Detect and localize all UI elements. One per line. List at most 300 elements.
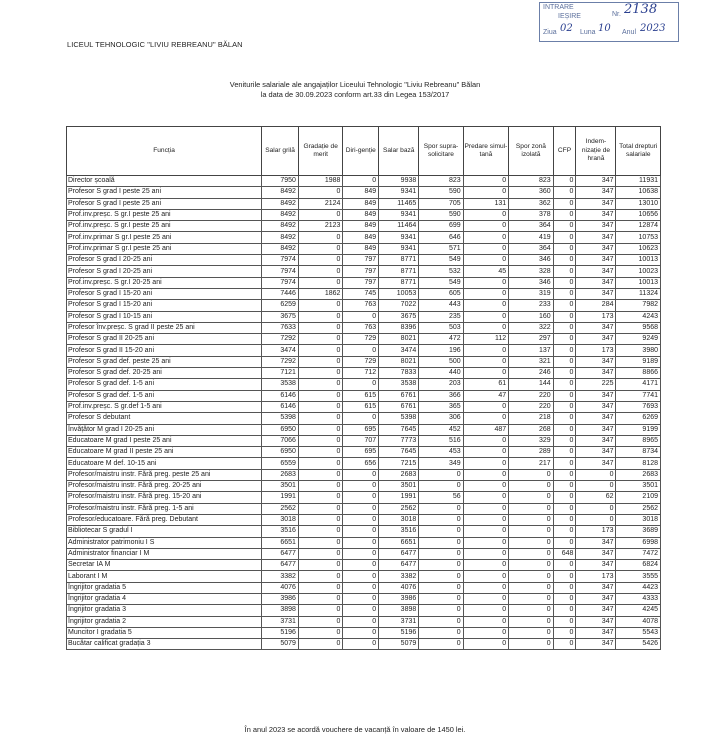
value-cell: 695 <box>343 447 379 458</box>
table-row <box>67 232 661 243</box>
value-cell: 0 <box>509 571 553 582</box>
value-cell: 173 <box>576 571 616 582</box>
value-cell: 6269 <box>616 413 661 424</box>
value-cell: 349 <box>419 458 463 469</box>
value-cell: 0 <box>419 514 463 525</box>
value-cell: 0 <box>419 537 463 548</box>
value-cell: 8866 <box>616 368 661 379</box>
table-row <box>67 413 661 424</box>
value-cell: 0 <box>553 435 576 446</box>
value-cell: 0 <box>298 435 342 446</box>
value-cell: 173 <box>576 311 616 322</box>
value-cell: 347 <box>576 277 616 288</box>
value-cell: 347 <box>576 266 616 277</box>
column-header: Salar grilă <box>262 127 299 176</box>
value-cell: 2683 <box>262 469 299 480</box>
value-cell: 10638 <box>616 187 661 198</box>
value-cell: 646 <box>419 232 463 243</box>
value-cell: 7693 <box>616 401 661 412</box>
value-cell: 500 <box>419 356 463 367</box>
value-cell: 7741 <box>616 390 661 401</box>
value-cell: 0 <box>553 481 576 492</box>
value-cell: 849 <box>343 243 379 254</box>
value-cell: 0 <box>343 548 379 559</box>
function-cell: Îngrijitor gradatia 4 <box>67 593 262 604</box>
value-cell: 0 <box>463 288 509 299</box>
value-cell: 0 <box>463 560 509 571</box>
function-cell: Profesor înv.preșc. S grad II peste 25 ani <box>67 322 262 333</box>
value-cell: 347 <box>576 401 616 412</box>
value-cell: 0 <box>343 413 379 424</box>
value-cell: 0 <box>509 492 553 503</box>
value-cell: 763 <box>343 300 379 311</box>
value-cell: 203 <box>419 379 463 390</box>
table-body <box>67 176 661 650</box>
table-row <box>67 548 661 559</box>
value-cell: 10053 <box>379 288 419 299</box>
function-cell: Îngrijitor gradatia 5 <box>67 582 262 593</box>
value-cell: 763 <box>343 322 379 333</box>
value-cell: 615 <box>343 401 379 412</box>
value-cell: 347 <box>576 334 616 345</box>
column-header: Spor zonă izolată <box>509 127 553 176</box>
value-cell: 0 <box>553 255 576 266</box>
function-cell: Profesor S grad II 15-20 ani <box>67 345 262 356</box>
value-cell: 3675 <box>262 311 299 322</box>
value-cell: 6477 <box>262 560 299 571</box>
value-cell: 440 <box>419 368 463 379</box>
value-cell: 9189 <box>616 356 661 367</box>
value-cell: 220 <box>509 401 553 412</box>
stamp-iesire-label: IEȘIRE <box>558 13 581 20</box>
value-cell: 0 <box>419 469 463 480</box>
value-cell: 0 <box>298 582 342 593</box>
value-cell: 13010 <box>616 198 661 209</box>
value-cell: 0 <box>343 503 379 514</box>
table-row <box>67 469 661 480</box>
value-cell: 0 <box>298 255 342 266</box>
value-cell: 9249 <box>616 334 661 345</box>
value-cell: 11931 <box>616 176 661 187</box>
value-cell: 0 <box>463 593 509 604</box>
column-header: Funcția <box>67 127 262 176</box>
value-cell: 3474 <box>262 345 299 356</box>
table-row <box>67 334 661 345</box>
value-cell: 849 <box>343 232 379 243</box>
value-cell: 0 <box>343 379 379 390</box>
value-cell: 0 <box>463 627 509 638</box>
function-cell: Prof.inv.preșc. S gr.def 1-5 ani <box>67 401 262 412</box>
value-cell: 7974 <box>262 255 299 266</box>
value-cell: 712 <box>343 368 379 379</box>
value-cell: 10013 <box>616 277 661 288</box>
function-cell: Îngrijitor gradatia 3 <box>67 605 262 616</box>
value-cell: 0 <box>419 616 463 627</box>
value-cell: 366 <box>419 390 463 401</box>
value-cell: 0 <box>553 537 576 548</box>
value-cell: 56 <box>419 492 463 503</box>
value-cell: 0 <box>553 243 576 254</box>
value-cell: 289 <box>509 447 553 458</box>
value-cell: 0 <box>298 401 342 412</box>
value-cell: 3731 <box>262 616 299 627</box>
value-cell: 0 <box>298 232 342 243</box>
value-cell: 0 <box>463 221 509 232</box>
value-cell: 160 <box>509 311 553 322</box>
value-cell: 5079 <box>379 639 419 650</box>
value-cell: 8965 <box>616 435 661 446</box>
table-row <box>67 198 661 209</box>
value-cell: 0 <box>463 243 509 254</box>
value-cell: 8492 <box>262 221 299 232</box>
value-cell: 8734 <box>616 447 661 458</box>
value-cell: 0 <box>298 266 342 277</box>
value-cell: 328 <box>509 266 553 277</box>
value-cell: 0 <box>553 492 576 503</box>
value-cell: 0 <box>463 582 509 593</box>
value-cell: 0 <box>553 232 576 243</box>
value-cell: 8771 <box>379 255 419 266</box>
value-cell: 0 <box>553 526 576 537</box>
value-cell: 6477 <box>379 548 419 559</box>
value-cell: 0 <box>553 209 576 220</box>
column-header: Total drepturi salariale <box>616 127 661 176</box>
function-cell: Profesor S grad I 10-15 ani <box>67 311 262 322</box>
value-cell: 347 <box>576 435 616 446</box>
value-cell: 347 <box>576 390 616 401</box>
value-cell: 8492 <box>262 198 299 209</box>
value-cell: 297 <box>509 334 553 345</box>
value-cell: 3382 <box>379 571 419 582</box>
value-cell: 3555 <box>616 571 661 582</box>
table-row <box>67 593 661 604</box>
value-cell: 3986 <box>379 593 419 604</box>
table-row <box>67 627 661 638</box>
table-row <box>67 605 661 616</box>
table-row <box>67 526 661 537</box>
value-cell: 0 <box>463 537 509 548</box>
value-cell: 419 <box>509 232 553 243</box>
value-cell: 347 <box>576 176 616 187</box>
function-cell: Administrator patrimoniu I S <box>67 537 262 548</box>
value-cell: 0 <box>509 593 553 604</box>
value-cell: 347 <box>576 198 616 209</box>
value-cell: 0 <box>463 639 509 650</box>
value-cell: 823 <box>509 176 553 187</box>
value-cell: 0 <box>553 514 576 525</box>
value-cell: 112 <box>463 334 509 345</box>
value-cell: 233 <box>509 300 553 311</box>
value-cell: 347 <box>576 537 616 548</box>
value-cell: 7472 <box>616 548 661 559</box>
value-cell: 0 <box>298 345 342 356</box>
value-cell: 0 <box>553 311 576 322</box>
value-cell: 699 <box>419 221 463 232</box>
value-cell: 0 <box>463 356 509 367</box>
value-cell: 0 <box>463 401 509 412</box>
value-cell: 9341 <box>379 232 419 243</box>
value-cell: 0 <box>298 334 342 345</box>
function-cell: Bibliotecar S gradul I <box>67 526 262 537</box>
function-cell: Profesor S grad I peste 25 ani <box>67 198 262 209</box>
value-cell: 10656 <box>616 209 661 220</box>
value-cell: 0 <box>343 514 379 525</box>
value-cell: 0 <box>509 627 553 638</box>
value-cell: 347 <box>576 593 616 604</box>
value-cell: 347 <box>576 413 616 424</box>
footer-note: În anul 2023 se acordă vouchere de vacanță în valoare de 1450 lei. <box>244 725 466 734</box>
value-cell: 0 <box>343 345 379 356</box>
value-cell: 347 <box>576 639 616 650</box>
value-cell: 0 <box>509 526 553 537</box>
table-row <box>67 560 661 571</box>
value-cell: 8492 <box>262 187 299 198</box>
value-cell: 8492 <box>262 243 299 254</box>
value-cell: 217 <box>509 458 553 469</box>
value-cell: 4243 <box>616 311 661 322</box>
value-cell: 0 <box>298 447 342 458</box>
value-cell: 0 <box>463 571 509 582</box>
value-cell: 0 <box>419 481 463 492</box>
value-cell: 12874 <box>616 221 661 232</box>
value-cell: 7645 <box>379 447 419 458</box>
value-cell: 364 <box>509 221 553 232</box>
value-cell: 0 <box>298 379 342 390</box>
value-cell: 0 <box>298 560 342 571</box>
table-row <box>67 300 661 311</box>
value-cell: 347 <box>576 209 616 220</box>
value-cell: 7974 <box>262 277 299 288</box>
table-row <box>67 458 661 469</box>
value-cell: 3018 <box>379 514 419 525</box>
value-cell: 0 <box>298 311 342 322</box>
function-cell: Profesor S debutant <box>67 413 262 424</box>
value-cell: 0 <box>553 176 576 187</box>
column-header: Spor supra-solicitare <box>419 127 463 176</box>
function-cell: Profesor S grad def. 1-5 ani <box>67 379 262 390</box>
value-cell: 7982 <box>616 300 661 311</box>
table-row <box>67 582 661 593</box>
value-cell: 347 <box>576 221 616 232</box>
value-cell: 6824 <box>616 560 661 571</box>
function-cell: Educatoare M grad II peste 25 ani <box>67 447 262 458</box>
value-cell: 0 <box>298 593 342 604</box>
value-cell: 2109 <box>616 492 661 503</box>
value-cell: 0 <box>419 503 463 514</box>
value-cell: 0 <box>298 548 342 559</box>
value-cell: 487 <box>463 424 509 435</box>
function-cell: Prof.inv.preșc. S gr.I peste 25 ani <box>67 209 262 220</box>
value-cell: 47 <box>463 390 509 401</box>
value-cell: 571 <box>419 243 463 254</box>
stamp-anul-label: Anul <box>622 29 637 36</box>
value-cell: 729 <box>343 356 379 367</box>
value-cell: 347 <box>576 356 616 367</box>
value-cell: 144 <box>509 379 553 390</box>
value-cell: 0 <box>463 368 509 379</box>
value-cell: 9341 <box>379 243 419 254</box>
value-cell: 0 <box>463 209 509 220</box>
value-cell: 0 <box>553 334 576 345</box>
table-row <box>67 447 661 458</box>
table-row <box>67 503 661 514</box>
value-cell: 11465 <box>379 198 419 209</box>
value-cell: 0 <box>419 627 463 638</box>
value-cell: 347 <box>576 322 616 333</box>
table-row <box>67 481 661 492</box>
value-cell: 8396 <box>379 322 419 333</box>
value-cell: 235 <box>419 311 463 322</box>
value-cell: 322 <box>509 322 553 333</box>
value-cell: 5196 <box>379 627 419 638</box>
value-cell: 0 <box>419 639 463 650</box>
value-cell: 0 <box>553 627 576 638</box>
value-cell: 8128 <box>616 458 661 469</box>
value-cell: 2124 <box>298 198 342 209</box>
value-cell: 0 <box>298 300 342 311</box>
value-cell: 849 <box>343 187 379 198</box>
value-cell: 648 <box>553 548 576 559</box>
table-row <box>67 639 661 650</box>
table-row <box>67 277 661 288</box>
value-cell: 7446 <box>262 288 299 299</box>
value-cell: 0 <box>298 503 342 514</box>
function-cell: Profesor S grad def. peste 25 ani <box>67 356 262 367</box>
value-cell: 2683 <box>379 469 419 480</box>
value-cell: 0 <box>298 368 342 379</box>
value-cell: 173 <box>576 345 616 356</box>
value-cell: 0 <box>298 537 342 548</box>
value-cell: 9341 <box>379 187 419 198</box>
value-cell: 362 <box>509 198 553 209</box>
value-cell: 3898 <box>262 605 299 616</box>
value-cell: 5543 <box>616 627 661 638</box>
value-cell: 225 <box>576 379 616 390</box>
table-row <box>67 266 661 277</box>
value-cell: 0 <box>298 514 342 525</box>
function-cell: Profesor S grad def. 1-5 ani <box>67 390 262 401</box>
value-cell: 7292 <box>262 356 299 367</box>
value-cell: 0 <box>553 368 576 379</box>
value-cell: 0 <box>298 277 342 288</box>
stamp-nr-label: Nr. <box>612 11 621 18</box>
table-row <box>67 571 661 582</box>
table-row <box>67 255 661 266</box>
value-cell: 321 <box>509 356 553 367</box>
value-cell: 3018 <box>262 514 299 525</box>
value-cell: 0 <box>298 187 342 198</box>
value-cell: 0 <box>553 300 576 311</box>
function-cell: Profesor/maistru instr. Fără preg. 15-20 ani <box>67 492 262 503</box>
value-cell: 0 <box>343 639 379 650</box>
value-cell: 0 <box>553 571 576 582</box>
value-cell: 549 <box>419 255 463 266</box>
column-header: Diri-genție <box>343 127 379 176</box>
function-cell: Îngrijitor gradatia 2 <box>67 616 262 627</box>
value-cell: 0 <box>553 582 576 593</box>
value-cell: 0 <box>553 605 576 616</box>
value-cell: 0 <box>553 322 576 333</box>
value-cell: 0 <box>463 311 509 322</box>
value-cell: 3980 <box>616 345 661 356</box>
value-cell: 6259 <box>262 300 299 311</box>
value-cell: 0 <box>419 560 463 571</box>
value-cell: 6477 <box>379 560 419 571</box>
table-row <box>67 288 661 299</box>
value-cell: 0 <box>298 322 342 333</box>
value-cell: 0 <box>419 605 463 616</box>
function-cell: Profesor S grad I 20-25 ani <box>67 255 262 266</box>
value-cell: 7215 <box>379 458 419 469</box>
value-cell: 0 <box>553 356 576 367</box>
value-cell: 590 <box>419 209 463 220</box>
document-title-line-2: la data de 30.09.2023 conform art.33 din Legea 153/2017 <box>260 90 450 99</box>
table-row <box>67 492 661 503</box>
value-cell: 452 <box>419 424 463 435</box>
value-cell: 3675 <box>379 311 419 322</box>
value-cell: 62 <box>576 492 616 503</box>
value-cell: 0 <box>463 469 509 480</box>
value-cell: 7121 <box>262 368 299 379</box>
table-row <box>67 424 661 435</box>
value-cell: 0 <box>576 514 616 525</box>
value-cell: 0 <box>553 198 576 209</box>
function-cell: Profesor/educatoare. Fără preg. Debutant <box>67 514 262 525</box>
value-cell: 0 <box>298 424 342 435</box>
value-cell: 6998 <box>616 537 661 548</box>
value-cell: 2683 <box>616 469 661 480</box>
table-row <box>67 187 661 198</box>
value-cell: 705 <box>419 198 463 209</box>
value-cell: 6559 <box>262 458 299 469</box>
value-cell: 6146 <box>262 390 299 401</box>
column-header: Predare simul-tană <box>463 127 509 176</box>
value-cell: 0 <box>553 345 576 356</box>
value-cell: 347 <box>576 187 616 198</box>
value-cell: 0 <box>343 481 379 492</box>
value-cell: 0 <box>298 492 342 503</box>
value-cell: 268 <box>509 424 553 435</box>
value-cell: 0 <box>463 187 509 198</box>
value-cell: 4076 <box>379 582 419 593</box>
value-cell: 6146 <box>262 401 299 412</box>
value-cell: 0 <box>553 401 576 412</box>
value-cell: 0 <box>463 435 509 446</box>
value-cell: 3689 <box>616 526 661 537</box>
value-cell: 0 <box>343 526 379 537</box>
value-cell: 4076 <box>262 582 299 593</box>
function-cell: Laborant I M <box>67 571 262 582</box>
function-cell: Profesor/maistru instr. Fără preg. 20-25 ani <box>67 481 262 492</box>
table-row <box>67 368 661 379</box>
value-cell: 5426 <box>616 639 661 650</box>
value-cell: 3538 <box>262 379 299 390</box>
stamp-luna-label: Luna <box>580 29 596 36</box>
function-cell: Educatoare M grad I peste 25 ani <box>67 435 262 446</box>
value-cell: 0 <box>343 492 379 503</box>
value-cell: 8771 <box>379 266 419 277</box>
value-cell: 849 <box>343 209 379 220</box>
value-cell: 549 <box>419 277 463 288</box>
value-cell: 4078 <box>616 616 661 627</box>
value-cell: 8021 <box>379 356 419 367</box>
value-cell: 0 <box>463 616 509 627</box>
value-cell: 3986 <box>262 593 299 604</box>
value-cell: 9341 <box>379 209 419 220</box>
value-cell: 0 <box>419 548 463 559</box>
value-cell: 6761 <box>379 390 419 401</box>
value-cell: 745 <box>343 288 379 299</box>
